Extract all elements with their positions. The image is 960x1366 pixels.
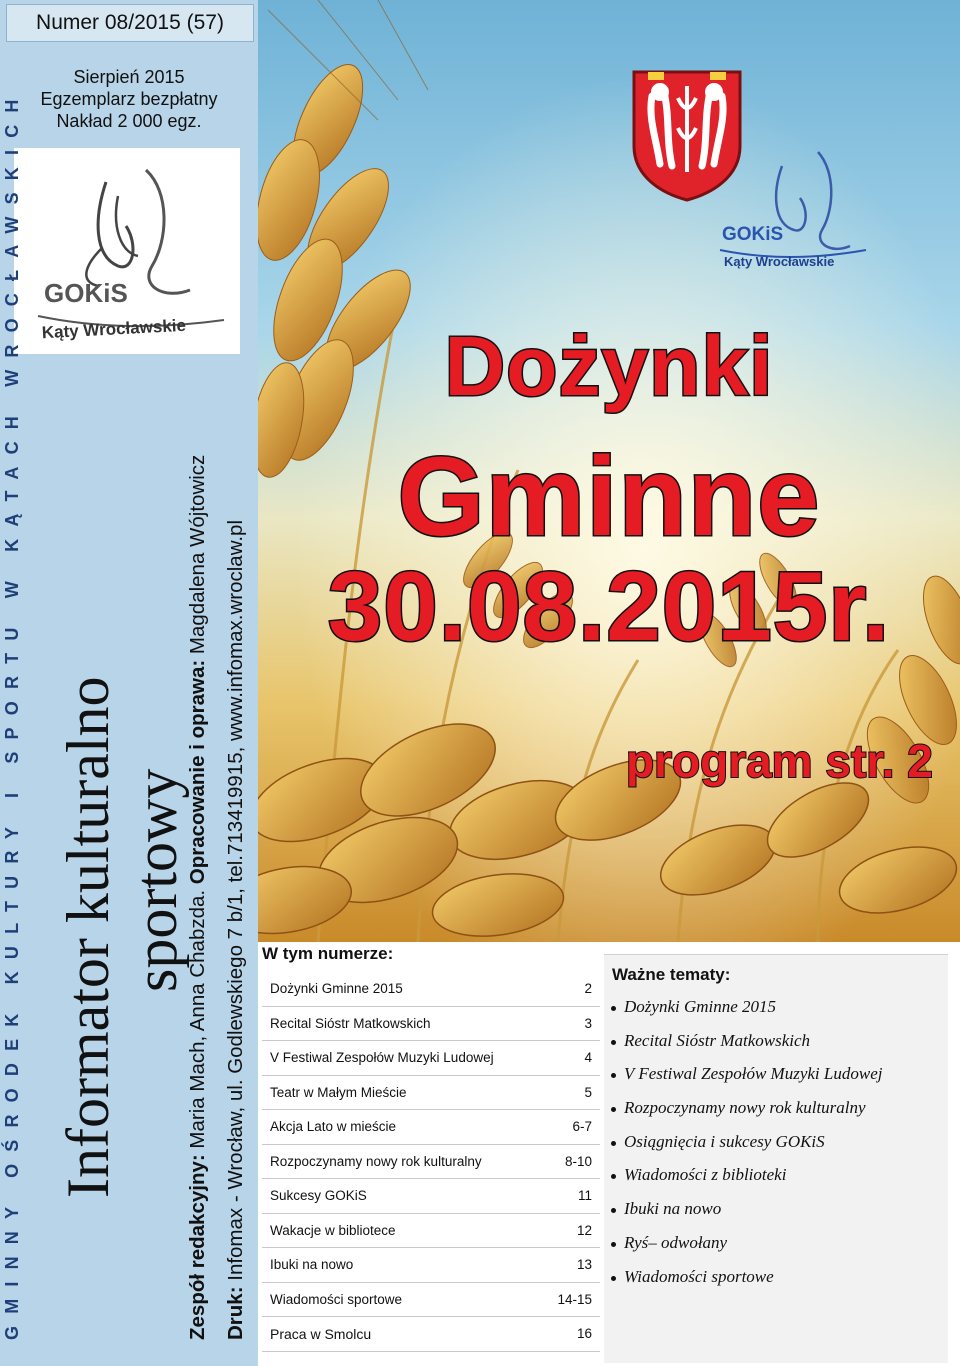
headline-line2: Gminne	[397, 434, 821, 559]
issue-date: Sierpień 2015	[73, 67, 185, 87]
editing-label: Opracowanie i oprawa:	[186, 659, 209, 885]
toc-title: Wiadomości sportowe	[270, 1291, 403, 1307]
toc-heading: W tym numerze:	[262, 944, 394, 963]
toc-title: Teatr w Małym Mieście	[270, 1084, 407, 1100]
toc-page: 3	[584, 1015, 592, 1031]
free-copy-note: Egzemplarz bezpłatny	[40, 89, 218, 109]
toc-page: 16	[576, 1326, 592, 1341]
list-item: Recital Sióstr Matkowskich	[604, 1029, 882, 1063]
toc-title: Praca w Smolcu	[270, 1326, 372, 1342]
toc-row	[262, 972, 600, 1007]
toc-page: 13	[576, 1257, 592, 1272]
gokis-logo-left	[14, 148, 240, 354]
headline-line1: Dożynki	[444, 319, 774, 413]
editing-name: Magdalena Wójtowicz	[186, 454, 209, 660]
toc-row	[262, 1214, 600, 1249]
toc-page: 5	[584, 1084, 592, 1100]
toc-title: Rozpoczynamy nowy rok kulturalny	[270, 1153, 482, 1169]
toc-title: Ibuki na nowo	[270, 1257, 354, 1272]
toc-page: 2	[584, 981, 592, 996]
toc-page: 6-7	[572, 1119, 592, 1134]
logo-name-left: GOKiS	[44, 278, 128, 308]
toc-row	[262, 1076, 600, 1111]
toc-row	[262, 1110, 600, 1145]
toc-page: 8-10	[564, 1153, 592, 1169]
publication-title-line2: sportowy	[123, 768, 189, 992]
gokis-logo-right	[718, 140, 870, 276]
organization-name: GMINNY OŚRODEK KULTURY I SPORTU W KĄTACH WROCŁAWSKICH	[2, 87, 22, 1340]
list-item: Dożynki Gminne 2015	[604, 995, 882, 1029]
topics-list	[604, 995, 882, 1298]
editorial-team	[186, 455, 210, 1340]
list-item: Wiadomości sportowe	[604, 1265, 882, 1299]
toc-title: Recital Sióstr Matkowskich	[270, 1015, 431, 1031]
logo-name-right: GOKiS	[722, 224, 784, 245]
list-item: Wiadomości z biblioteki	[604, 1163, 882, 1197]
toc-page: 11	[577, 1188, 592, 1203]
important-topics-box	[604, 954, 948, 1363]
list-item: Ibuki na nowo	[604, 1197, 882, 1231]
topics-heading: Ważne tematy:	[612, 965, 731, 984]
issue-meta	[0, 66, 258, 132]
printer-details: Infomax - Wrocław, ul. Godlewskiego 7 b/1, tel.713419915, www.infomax.wroclaw.pl	[224, 519, 247, 1287]
logo-place-left: Kąty Wrocławskie	[41, 315, 187, 343]
headline-date: 30.08.2015r.	[327, 551, 891, 661]
toc-row	[262, 1179, 600, 1214]
table-of-contents	[262, 972, 600, 1352]
list-item: Osiągnięcia i sukcesy GOKiS	[604, 1130, 882, 1164]
publication-title-line1: Informator kulturalno	[55, 676, 121, 1198]
list-item: Ryś– odwołany	[604, 1231, 882, 1265]
toc-page: 4	[584, 1050, 592, 1065]
toc-title: Sukcesy GOKiS	[270, 1188, 367, 1203]
toc-title: Akcja Lato w mieście	[270, 1119, 397, 1134]
editorial-team-label: Zespół redakcyjny:	[186, 1154, 209, 1340]
toc-row	[262, 1041, 600, 1076]
toc-row	[262, 1317, 600, 1352]
issue-number: Numer 08/2015 (57)	[6, 4, 254, 42]
printer-label: Druk:	[224, 1286, 247, 1340]
toc-title: V Festiwal Zespołów Muzyki Ludowej	[270, 1050, 494, 1065]
toc-title: Wakacje w bibliotece	[270, 1222, 396, 1238]
toc-page: 14-15	[557, 1291, 592, 1307]
toc-row	[262, 1283, 600, 1318]
printer-info	[224, 520, 248, 1340]
toc-page: 12	[576, 1222, 592, 1238]
toc-row	[262, 1248, 600, 1283]
toc-title: Dożynki Gminne 2015	[270, 981, 403, 996]
list-item: V Festiwal Zespołów Muzyki Ludowej	[604, 1062, 882, 1096]
list-item: Rozpoczynamy nowy rok kulturalny	[604, 1096, 882, 1130]
gokis-logo-icon	[14, 148, 240, 354]
gokis-logo-right-icon	[718, 140, 870, 276]
logo-place-right: Kąty Wrocławskie	[724, 254, 835, 269]
toc-row	[262, 1145, 600, 1180]
program-note: program str. 2	[626, 735, 933, 787]
sidebar	[0, 0, 258, 1366]
circulation-note: Nakład 2 000 egz.	[56, 111, 202, 131]
toc-row	[262, 1007, 600, 1042]
editorial-team-names: Maria Mach, Anna Chabzda.	[186, 884, 209, 1155]
